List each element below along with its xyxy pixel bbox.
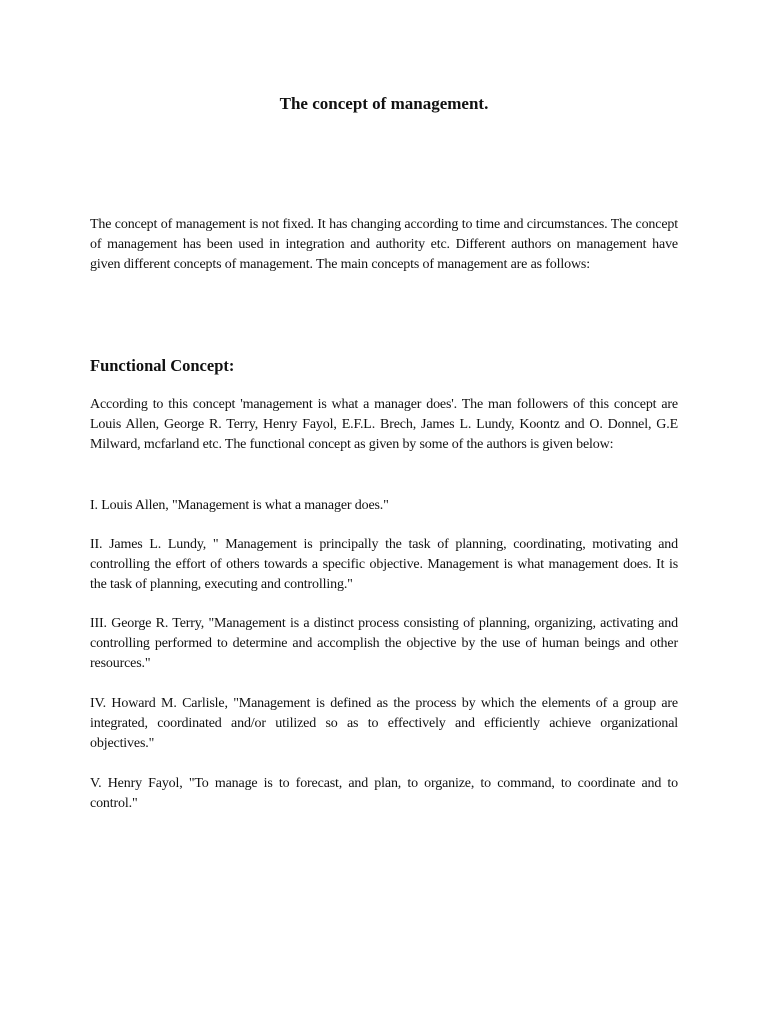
section-heading: Functional Concept: bbox=[90, 356, 235, 375]
functional-intro-paragraph: According to this concept 'management is what a manager does'. The man followers of this concept are Louis Allen, George R. Terry, Henry Fayol, E.F.L. Brech, James L. Lundy, Koontz and O. Donnel, G.E Milward, mcfarland etc. The functional concept as given by some of the authors is given below: bbox=[90, 397, 678, 452]
definition-louis-allen: I. Louis Allen, "Management is what a manager does." bbox=[90, 498, 389, 513]
definition-henry-fayol: V. Henry Fayol, "To manage is to forecast, and plan, to organize, to command, to coordinate and to control." bbox=[90, 776, 678, 811]
definition-howard-carlisle: IV. Howard M. Carlisle, "Management is defined as the process by which the elements of a group are integrated, coordinated and/or utilized so as to effectively and efficiently achieve organizational objectives." bbox=[90, 696, 678, 751]
document-title: The concept of management. bbox=[279, 94, 489, 113]
intro-paragraph: The concept of management is not fixed. It has changing according to time and circumstances. The concept of management has been used in integration and authority etc. Different authors on management have given different concepts of management. The main concepts of management are as follows: bbox=[90, 217, 678, 272]
definition-george-terry: III. George R. Terry, "Management is a distinct process consisting of planning, organizing, activating and controlling performed to determine and accomplish the objective by the use of human beings and other resources." bbox=[90, 616, 678, 671]
definition-james-lundy: II. James L. Lundy, " Management is principally the task of planning, coordinating, motivating and controlling the effort of others towards a specific objective. Management is what management does. It is the task of planning, executing and controlling." bbox=[90, 537, 678, 592]
